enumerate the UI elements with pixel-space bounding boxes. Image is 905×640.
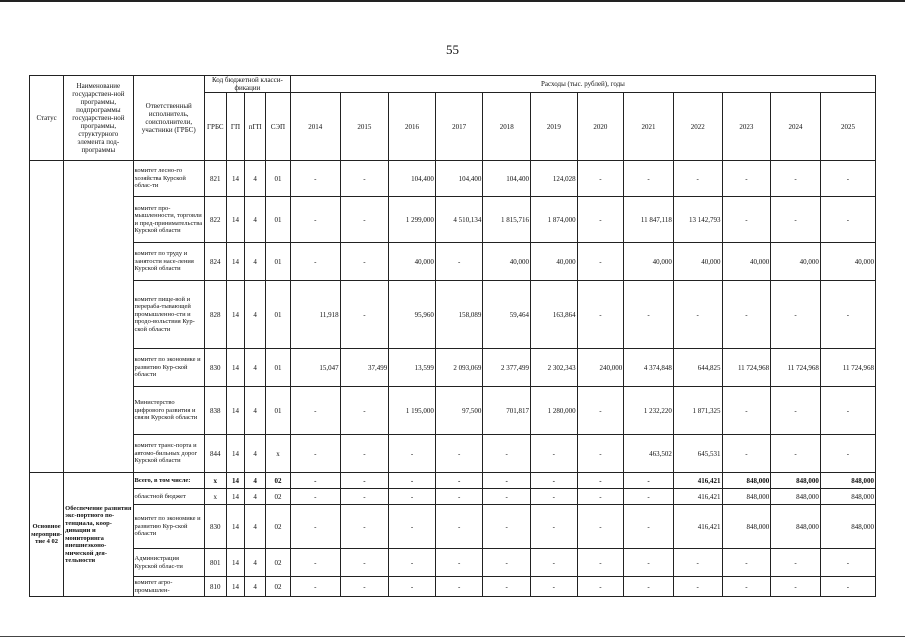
expense-cell-2021: 4 374,848	[624, 349, 674, 387]
executor-cell: комитет транс-порта и автомо-бильных дорог Курской области	[133, 435, 204, 473]
expense-cell-2021: -	[624, 549, 674, 577]
expense-cell-2014: -	[290, 549, 340, 577]
header-executor: Ответственный исполнитель, соисполнители, участники (ГРБС)	[133, 76, 204, 161]
expense-cell-2021: -	[624, 489, 674, 505]
expense-cell-2021: -	[624, 577, 674, 597]
expense-cell-2022: -	[673, 549, 722, 577]
expense-cell-2022: 40,000	[673, 243, 722, 281]
executor-cell: Министерство цифрового развития и связи Курской области	[133, 387, 204, 435]
expense-cell-2015: -	[340, 197, 389, 243]
expense-cell-2014: 11,918	[290, 281, 340, 349]
expense-cell-2023: -	[722, 281, 771, 349]
executor-cell: Всего, в том числе:	[133, 473, 204, 489]
expense-cell-2025: 40,000	[820, 243, 875, 281]
expense-cell-2014: -	[290, 505, 340, 549]
expense-cell-2015: -	[340, 161, 389, 197]
sep-code-cell: 02	[266, 505, 291, 549]
expense-cell-2019: 1 874,000	[531, 197, 578, 243]
expense-cell-2018: 701,817	[483, 387, 531, 435]
expense-cell-2024: -	[771, 549, 821, 577]
executor-cell: комитет по экономике и развитию Кур-ской области	[133, 349, 204, 387]
grbs-code-cell: 830	[204, 505, 226, 549]
header-year-2024: 2024	[771, 93, 821, 161]
header-year-2022: 2022	[673, 93, 722, 161]
sep-code-cell: 01	[266, 243, 291, 281]
expense-cell-2019: -	[531, 505, 578, 549]
expense-cell-2019: -	[531, 473, 578, 489]
expense-cell-2016: 1 299,000	[389, 197, 436, 243]
expense-cell-2023: -	[722, 197, 771, 243]
expense-cell-2025: -	[820, 577, 875, 597]
expense-cell-2015: -	[340, 243, 389, 281]
table-row	[30, 349, 876, 387]
expense-cell-2023: -	[722, 161, 771, 197]
expense-cell-2022: 645,531	[673, 435, 722, 473]
expense-cell-2023: -	[722, 387, 771, 435]
expense-cell-2018: 59,464	[483, 281, 531, 349]
expense-cell-2023: 848,000	[722, 473, 771, 489]
header-budget-code: Код бюджетной класси-фикации	[204, 76, 290, 93]
sep-code-cell: 01	[266, 161, 291, 197]
expense-cell-2018: 2 377,499	[483, 349, 531, 387]
expense-cell-2021: 11 847,118	[624, 197, 674, 243]
expense-cell-2025: 848,000	[820, 489, 875, 505]
header-year-2014: 2014	[290, 93, 340, 161]
sep-code-cell: 02	[266, 577, 291, 597]
grbs-code-cell: x	[204, 473, 226, 489]
pgp-code-cell: 4	[245, 505, 266, 549]
grbs-code-cell: 828	[204, 281, 226, 349]
executor-cell: комитет по экономике и развитию Кур-ской области	[133, 505, 204, 549]
executor-cell: комитет лесно-го хозяйства Курской облас-ти	[133, 161, 204, 197]
expense-cell-2020: -	[577, 577, 624, 597]
header-code-grbs: ГРБС	[204, 93, 226, 161]
expense-cell-2019: -	[531, 435, 578, 473]
sep-code-cell: 01	[266, 349, 291, 387]
sep-code-cell: 02	[266, 549, 291, 577]
expense-cell-2014: -	[290, 161, 340, 197]
header-year-2025: 2025	[820, 93, 875, 161]
table-row	[30, 435, 876, 473]
header-year-2023: 2023	[722, 93, 771, 161]
header-year-2019: 2019	[531, 93, 578, 161]
header-year-2017: 2017	[435, 93, 483, 161]
expense-cell-2020: -	[577, 473, 624, 489]
table-row	[30, 505, 876, 549]
pgp-code-cell: 4	[245, 549, 266, 577]
pgp-code-cell: 4	[245, 281, 266, 349]
expense-cell-2018: -	[483, 577, 531, 597]
budget-table	[29, 75, 876, 597]
expense-cell-2017: 4 510,134	[435, 197, 483, 243]
expense-cell-2021: -	[624, 505, 674, 549]
header-year-2020: 2020	[577, 93, 624, 161]
expense-cell-2020: -	[577, 505, 624, 549]
expense-cell-2014: 15,047	[290, 349, 340, 387]
expense-cell-2020: 240,000	[577, 349, 624, 387]
sep-code-cell: 01	[266, 387, 291, 435]
expense-cell-2023: -	[722, 577, 771, 597]
header-year-2016: 2016	[389, 93, 436, 161]
header-year-2015: 2015	[340, 93, 389, 161]
expense-cell-2017: -	[435, 243, 483, 281]
expense-cell-2016: -	[389, 435, 436, 473]
expense-cell-2024: -	[771, 281, 821, 349]
expense-cell-2021: -	[624, 281, 674, 349]
pgp-code-cell: 4	[245, 161, 266, 197]
expense-cell-2016: -	[389, 489, 436, 505]
expense-cell-2023: -	[722, 549, 771, 577]
header-code-pgp: пГП	[245, 93, 266, 161]
header-expenses: Расходы (тыс. рублей), годы	[290, 76, 875, 93]
table-row	[30, 549, 876, 577]
grbs-code-cell: 830	[204, 349, 226, 387]
expense-cell-2014: -	[290, 243, 340, 281]
status-cell	[30, 161, 64, 473]
grbs-code-cell: 822	[204, 197, 226, 243]
expense-cell-2020: -	[577, 281, 624, 349]
table-row	[30, 161, 876, 197]
expense-cell-2021: 40,000	[624, 243, 674, 281]
expense-cell-2014: -	[290, 197, 340, 243]
executor-cell: Администрация Курской облас-ти	[133, 549, 204, 577]
expense-cell-2014: -	[290, 387, 340, 435]
executor-cell: комитет про-мышленности, торговли и пред-принимательства Курской области	[133, 197, 204, 243]
expense-cell-2023: 11 724,968	[722, 349, 771, 387]
expense-cell-2015: -	[340, 505, 389, 549]
grbs-code-cell: 821	[204, 161, 226, 197]
expense-cell-2017: -	[435, 489, 483, 505]
expense-cell-2014: -	[290, 473, 340, 489]
gp-code-cell: 14	[226, 387, 245, 435]
expense-cell-2014: -	[290, 435, 340, 473]
expense-cell-2025: -	[820, 161, 875, 197]
expense-cell-2018: -	[483, 435, 531, 473]
header-program-name: Наименование государствен-ной программы, подпрограммы государствен-ной программы, структурного элемента под-программы	[64, 76, 133, 161]
gp-code-cell: 14	[226, 505, 245, 549]
expense-cell-2022: 1 871,325	[673, 387, 722, 435]
expense-cell-2020: -	[577, 435, 624, 473]
gp-code-cell: 14	[226, 473, 245, 489]
expense-cell-2025: -	[820, 435, 875, 473]
expense-cell-2023: 848,000	[722, 489, 771, 505]
gp-code-cell: 14	[226, 549, 245, 577]
expense-cell-2020: -	[577, 489, 624, 505]
page-number: 55	[446, 42, 459, 57]
expense-cell-2017: 104,400	[435, 161, 483, 197]
expense-cell-2022: 416,421	[673, 489, 722, 505]
sep-code-cell: 02	[266, 473, 291, 489]
expense-cell-2025: -	[820, 549, 875, 577]
expense-cell-2019: -	[531, 549, 578, 577]
table-row	[30, 243, 876, 281]
table-row	[30, 281, 876, 349]
bottom-border-line	[0, 636, 905, 637]
expense-cell-2016: -	[389, 577, 436, 597]
expense-cell-2024: -	[771, 161, 821, 197]
expense-cell-2025: -	[820, 281, 875, 349]
header-code-sep: СЭП	[266, 93, 291, 161]
expense-cell-2020: -	[577, 197, 624, 243]
expense-cell-2015: -	[340, 577, 389, 597]
gp-code-cell: 14	[226, 197, 245, 243]
expense-cell-2025: 11 724,968	[820, 349, 875, 387]
expense-cell-2019: 1 280,000	[531, 387, 578, 435]
table-row	[30, 489, 876, 505]
header-year-2021: 2021	[624, 93, 674, 161]
grbs-code-cell: 824	[204, 243, 226, 281]
expense-cell-2016: 1 195,000	[389, 387, 436, 435]
grbs-code-cell: 810	[204, 577, 226, 597]
expense-cell-2015: -	[340, 549, 389, 577]
expense-cell-2022: -	[673, 161, 722, 197]
grbs-code-cell: x	[204, 489, 226, 505]
expense-cell-2019: -	[531, 489, 578, 505]
expense-cell-2015: -	[340, 281, 389, 349]
expense-cell-2024: 11 724,968	[771, 349, 821, 387]
expense-cell-2025: 848,000	[820, 473, 875, 489]
expense-cell-2016: -	[389, 549, 436, 577]
expense-cell-2017: -	[435, 505, 483, 549]
gp-code-cell: 14	[226, 161, 245, 197]
expense-cell-2017: 158,089	[435, 281, 483, 349]
executor-cell: комитет по труду и занятости насе-ления Курской области	[133, 243, 204, 281]
sep-code-cell: 01	[266, 281, 291, 349]
expense-cell-2019: 2 302,343	[531, 349, 578, 387]
expense-cell-2025: 848,000	[820, 505, 875, 549]
expense-cell-2019: 124,028	[531, 161, 578, 197]
expense-cell-2022: 644,825	[673, 349, 722, 387]
sep-code-cell: x	[266, 435, 291, 473]
expense-cell-2016: -	[389, 473, 436, 489]
expense-cell-2019: 163,864	[531, 281, 578, 349]
expense-cell-2024: -	[771, 387, 821, 435]
expense-cell-2016: 104,400	[389, 161, 436, 197]
expense-cell-2015: -	[340, 387, 389, 435]
expense-cell-2022: -	[673, 577, 722, 597]
expense-cell-2021: 1 232,220	[624, 387, 674, 435]
expense-cell-2015: -	[340, 489, 389, 505]
pgp-code-cell: 4	[245, 489, 266, 505]
expense-cell-2018: -	[483, 549, 531, 577]
expense-cell-2018: 104,400	[483, 161, 531, 197]
program-name-cell	[64, 161, 133, 473]
expense-cell-2022: 416,421	[673, 505, 722, 549]
expense-cell-2020: -	[577, 549, 624, 577]
executor-cell: комитет пище-вой и перераба-тывающей промышленно-сти и продо-вольствия Кур-ской области	[133, 281, 204, 349]
executor-cell: комитет агро-промышлен-	[133, 577, 204, 597]
table-row	[30, 387, 876, 435]
expense-cell-2021: 463,502	[624, 435, 674, 473]
status-cell: Основное мероприя-тие 4 02	[30, 473, 64, 597]
expense-cell-2016: 95,960	[389, 281, 436, 349]
program-name-cell: Обеспечение развития экс-портного по-тенциала, коор-динации и мониторинга внешнеэконо-мической дея-тельности	[64, 473, 133, 597]
expense-cell-2022: 13 142,793	[673, 197, 722, 243]
grbs-code-cell: 801	[204, 549, 226, 577]
header-status: Статус	[30, 76, 64, 161]
grbs-code-cell: 838	[204, 387, 226, 435]
table-row	[30, 473, 876, 489]
header-year-2018: 2018	[483, 93, 531, 161]
expense-cell-2016: -	[389, 505, 436, 549]
pgp-code-cell: 4	[245, 197, 266, 243]
expense-cell-2015: -	[340, 473, 389, 489]
expense-cell-2016: 40,000	[389, 243, 436, 281]
expense-cell-2019: -	[531, 577, 578, 597]
expense-cell-2015: -	[340, 435, 389, 473]
expense-cell-2019: 40,000	[531, 243, 578, 281]
expense-cell-2017: -	[435, 549, 483, 577]
expense-cell-2018: -	[483, 505, 531, 549]
table-row	[30, 197, 876, 243]
executor-cell: областной бюджет	[133, 489, 204, 505]
expense-cell-2021: -	[624, 473, 674, 489]
expense-cell-2024: 848,000	[771, 473, 821, 489]
sep-code-cell: 01	[266, 197, 291, 243]
gp-code-cell: 14	[226, 243, 245, 281]
expense-cell-2022: 416,421	[673, 473, 722, 489]
expense-cell-2018: -	[483, 473, 531, 489]
table-body	[30, 161, 876, 597]
expense-cell-2024: -	[771, 577, 821, 597]
pgp-code-cell: 4	[245, 243, 266, 281]
expense-cell-2017: -	[435, 435, 483, 473]
expense-cell-2021: -	[624, 161, 674, 197]
top-border-line	[0, 0, 905, 2]
expense-cell-2017: -	[435, 577, 483, 597]
expense-cell-2023: -	[722, 435, 771, 473]
sep-code-cell: 02	[266, 489, 291, 505]
pgp-code-cell: 4	[245, 473, 266, 489]
expense-cell-2018: 1 815,716	[483, 197, 531, 243]
expense-cell-2020: -	[577, 243, 624, 281]
pgp-code-cell: 4	[245, 577, 266, 597]
expense-cell-2025: -	[820, 197, 875, 243]
expense-cell-2024: 848,000	[771, 489, 821, 505]
expense-cell-2024: -	[771, 197, 821, 243]
expense-cell-2015: 37,499	[340, 349, 389, 387]
expense-cell-2025: -	[820, 387, 875, 435]
pgp-code-cell: 4	[245, 435, 266, 473]
expense-cell-2024: 848,000	[771, 505, 821, 549]
gp-code-cell: 14	[226, 435, 245, 473]
expense-cell-2018: 40,000	[483, 243, 531, 281]
expense-cell-2014: -	[290, 489, 340, 505]
expense-cell-2014: -	[290, 577, 340, 597]
grbs-code-cell: 844	[204, 435, 226, 473]
pgp-code-cell: 4	[245, 387, 266, 435]
expense-cell-2023: 40,000	[722, 243, 771, 281]
expense-cell-2016: 13,599	[389, 349, 436, 387]
table-row	[30, 577, 876, 597]
expense-cell-2020: -	[577, 161, 624, 197]
expense-cell-2017: 97,500	[435, 387, 483, 435]
expense-cell-2018: -	[483, 489, 531, 505]
expense-cell-2022: -	[673, 281, 722, 349]
gp-code-cell: 14	[226, 577, 245, 597]
gp-code-cell: 14	[226, 489, 245, 505]
expense-cell-2024: -	[771, 435, 821, 473]
expense-cell-2017: 2 093,069	[435, 349, 483, 387]
gp-code-cell: 14	[226, 281, 245, 349]
header-code-gp: ГП	[226, 93, 245, 161]
expense-cell-2020: -	[577, 387, 624, 435]
expense-cell-2017: -	[435, 473, 483, 489]
gp-code-cell: 14	[226, 349, 245, 387]
expense-cell-2024: 40,000	[771, 243, 821, 281]
pgp-code-cell: 4	[245, 349, 266, 387]
expense-cell-2023: 848,000	[722, 505, 771, 549]
